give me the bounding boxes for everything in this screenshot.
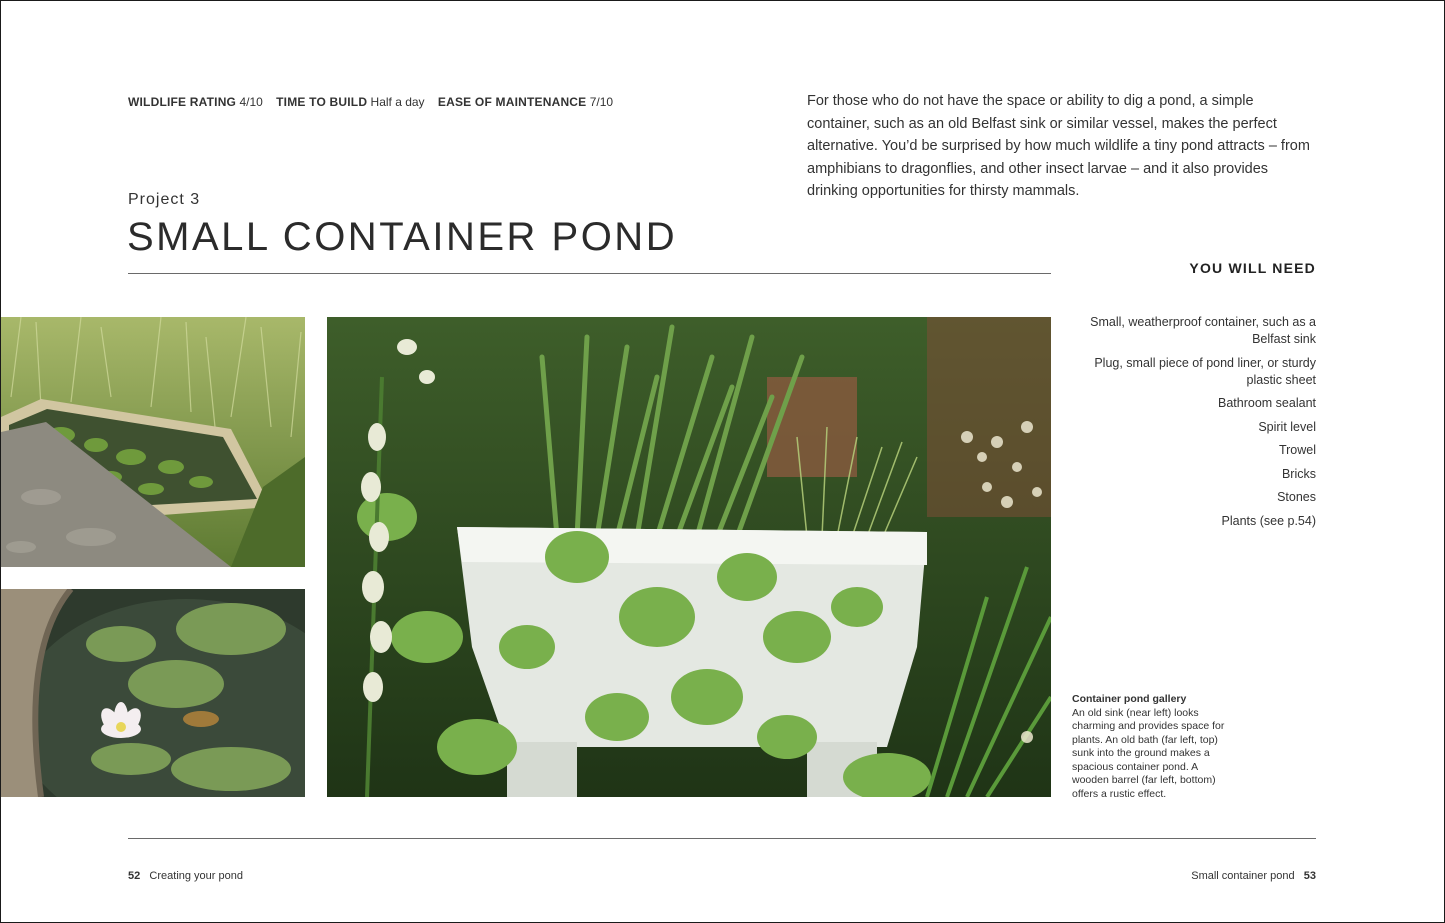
footer-left (128, 870, 243, 882)
intro-paragraph: For those who do not have the space or ability to dig a pond, a simple container, such as an old Belfast sink or similar vessel, makes the perfect alternative. You’d be surprised by how much wildlife a tiny pond attracts – from amphibians to dragonflies, and other insect larvae – and it also provides drinking opportunities for thirsty mammals. (807, 93, 1310, 199)
photo-caption (1072, 693, 1232, 801)
need-item: Small, weatherproof container, such as a Belfast sink (1090, 315, 1316, 346)
right-page-number: 53 (1303, 870, 1316, 882)
need-item: Bathroom sealant (1218, 396, 1316, 410)
caption-heading: Container pond gallery (1072, 693, 1187, 705)
page-title: SMALL CONTAINER POND (127, 215, 678, 259)
project-stats (128, 95, 623, 109)
footer-rule (128, 838, 1316, 839)
project-label: Project 3 (128, 191, 201, 208)
belfast-sink-illustration (327, 317, 1051, 797)
need-item: Plug, small piece of pond liner, or sturdy plastic sheet (1094, 355, 1316, 387)
you-will-need-heading: YOU WILL NEED (1189, 260, 1316, 276)
stat-wildlife-rating: WILDLIFE RATING 4/10 (128, 95, 263, 109)
left-running-title: Creating your pond (149, 870, 243, 882)
photo-bath-pond (1, 317, 305, 567)
need-item: Stones (1277, 490, 1316, 504)
photo-belfast-sink (327, 317, 1051, 797)
stat-ease-of-maintenance: EASE OF MAINTENANCE 7/10 (437, 95, 614, 109)
left-page-number: 52 (128, 870, 141, 882)
bath-pond-illustration (1, 317, 305, 567)
stat-time-to-build: TIME TO BUILD Half a day (276, 95, 425, 109)
need-item: Trowel (1278, 443, 1316, 457)
title-rule (128, 273, 1051, 274)
need-item: Bricks (1281, 466, 1316, 481)
photo-barrel-pond (1, 589, 305, 797)
caption-text: An old sink (near left) looks charming and provides space for plants. An old bath (far left, top) sunk into the ground makes a spacious container pond. A wooden barrel (far left, bottom) offers a rustic effect. (1072, 706, 1225, 800)
need-item: Spirit level (1258, 419, 1316, 434)
footer-right (1191, 870, 1316, 882)
need-item: Plants (see p.54) (1221, 513, 1316, 528)
right-running-title: Small container pond (1191, 870, 1295, 882)
you-will-need-list (1076, 314, 1316, 536)
barrel-pond-illustration (1, 589, 305, 797)
